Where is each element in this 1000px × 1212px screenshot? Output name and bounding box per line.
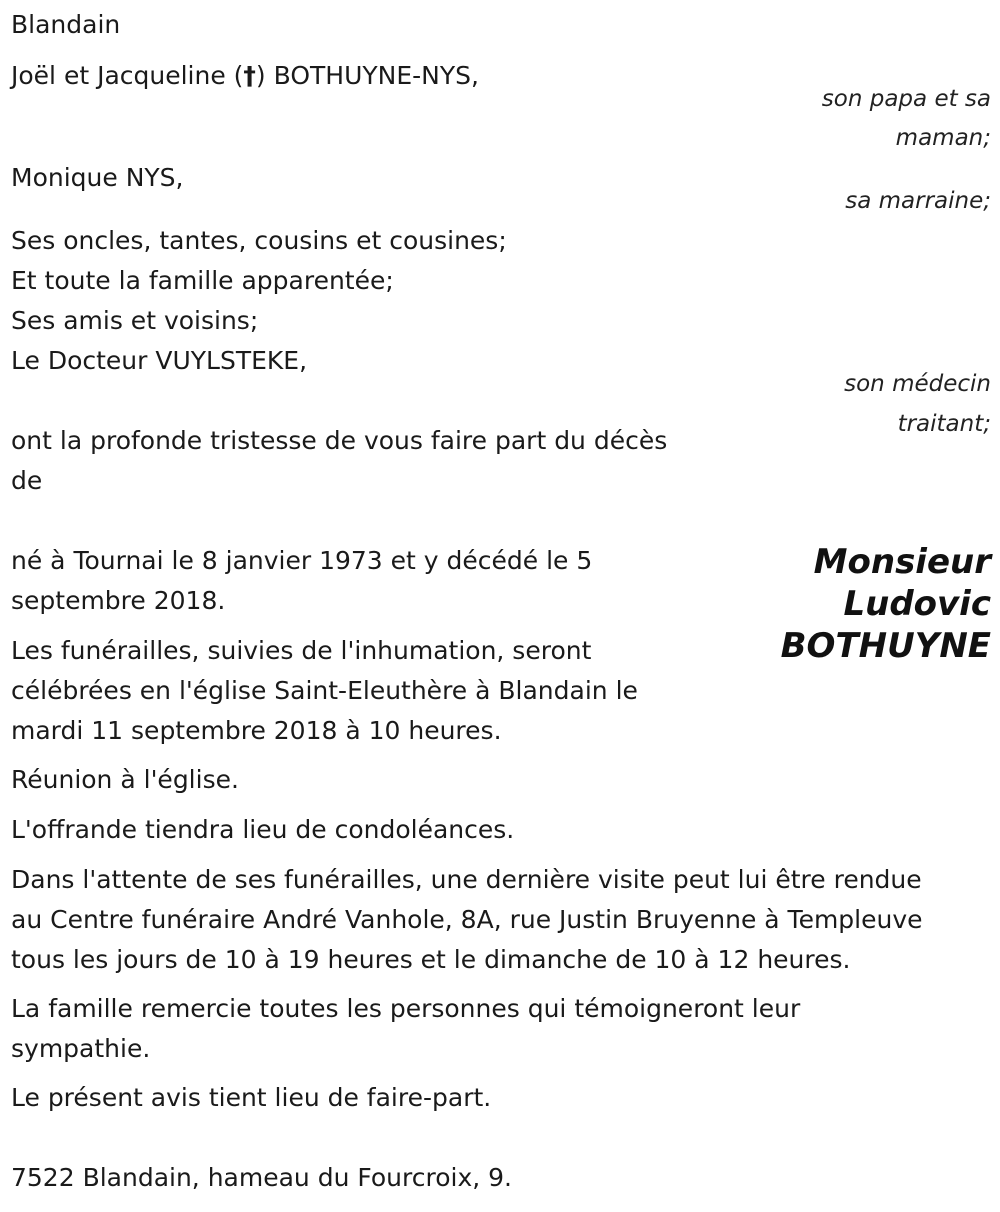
funeral-line3: mardi 11 septembre 2018 à 10 heures.: [11, 716, 502, 745]
funeral-line1: Les funérailles, suivies de l'inhumation, seront: [11, 636, 592, 665]
thanks-line2: sympathie.: [11, 1034, 151, 1063]
meeting-text: Réunion à l'église.: [11, 765, 239, 794]
parents-role-line2: maman;: [895, 125, 991, 151]
visit-line1: Dans l'attente de ses funérailles, une dernière visite peut lui être rendue: [11, 865, 922, 894]
cross-icon: †: [243, 61, 256, 90]
birth-line1: né à Tournai le 8 janvier 1973 et y décédé le 5: [11, 546, 593, 575]
announcement-line2: de: [11, 466, 43, 495]
funeral-line2: célébrées en l'église Saint-Eleuthère à Blandain le: [11, 676, 638, 705]
deceased-first-name: Ludovic: [843, 584, 991, 624]
family-line-doctor: Le Docteur VUYLSTEKE,: [11, 346, 308, 375]
deceased-last-name: BOTHUYNE: [780, 626, 991, 666]
locality: Blandain: [11, 10, 121, 39]
address: 7522 Blandain, hameau du Fourcroix, 9.: [11, 1163, 512, 1192]
parents-names-start: Joël et Jacqueline (: [11, 61, 244, 90]
doctor-role-line1: son médecin: [844, 371, 991, 397]
birth-line2: septembre 2018.: [11, 586, 226, 615]
notice-statement: Le présent avis tient lieu de faire-part.: [11, 1083, 492, 1112]
thanks-line1: La famille remercie toutes les personnes qui témoigneront leur: [11, 994, 801, 1023]
deceased-title: Monsieur: [813, 542, 991, 582]
announcement-line1: ont la profonde tristesse de vous faire part du décès: [11, 426, 668, 455]
family-line-friends: Ses amis et voisins;: [11, 306, 259, 335]
family-line-relatives: Et toute la famille apparentée;: [11, 266, 394, 295]
parents-names-end: ) BOTHUYNE-NYS,: [255, 61, 479, 90]
parents-line: [11, 56, 479, 96]
visit-line3: tous les jours de 10 à 19 heures et le dimanche de 10 à 12 heures.: [11, 945, 851, 974]
deceased-name: [781, 541, 991, 667]
doctor-role-line2: traitant;: [897, 411, 991, 437]
godmother-name: Monique NYS,: [11, 163, 184, 192]
offering-text: L'offrande tiendra lieu de condoléances.: [11, 815, 515, 844]
family-line-uncles: Ses oncles, tantes, cousins et cousines;: [11, 226, 507, 255]
godmother-role: sa marraine;: [845, 188, 991, 214]
parents-role-line1: son papa et sa: [821, 86, 991, 112]
visit-line2: au Centre funéraire André Vanhole, 8A, rue Justin Bruyenne à Templeuve: [11, 905, 923, 934]
